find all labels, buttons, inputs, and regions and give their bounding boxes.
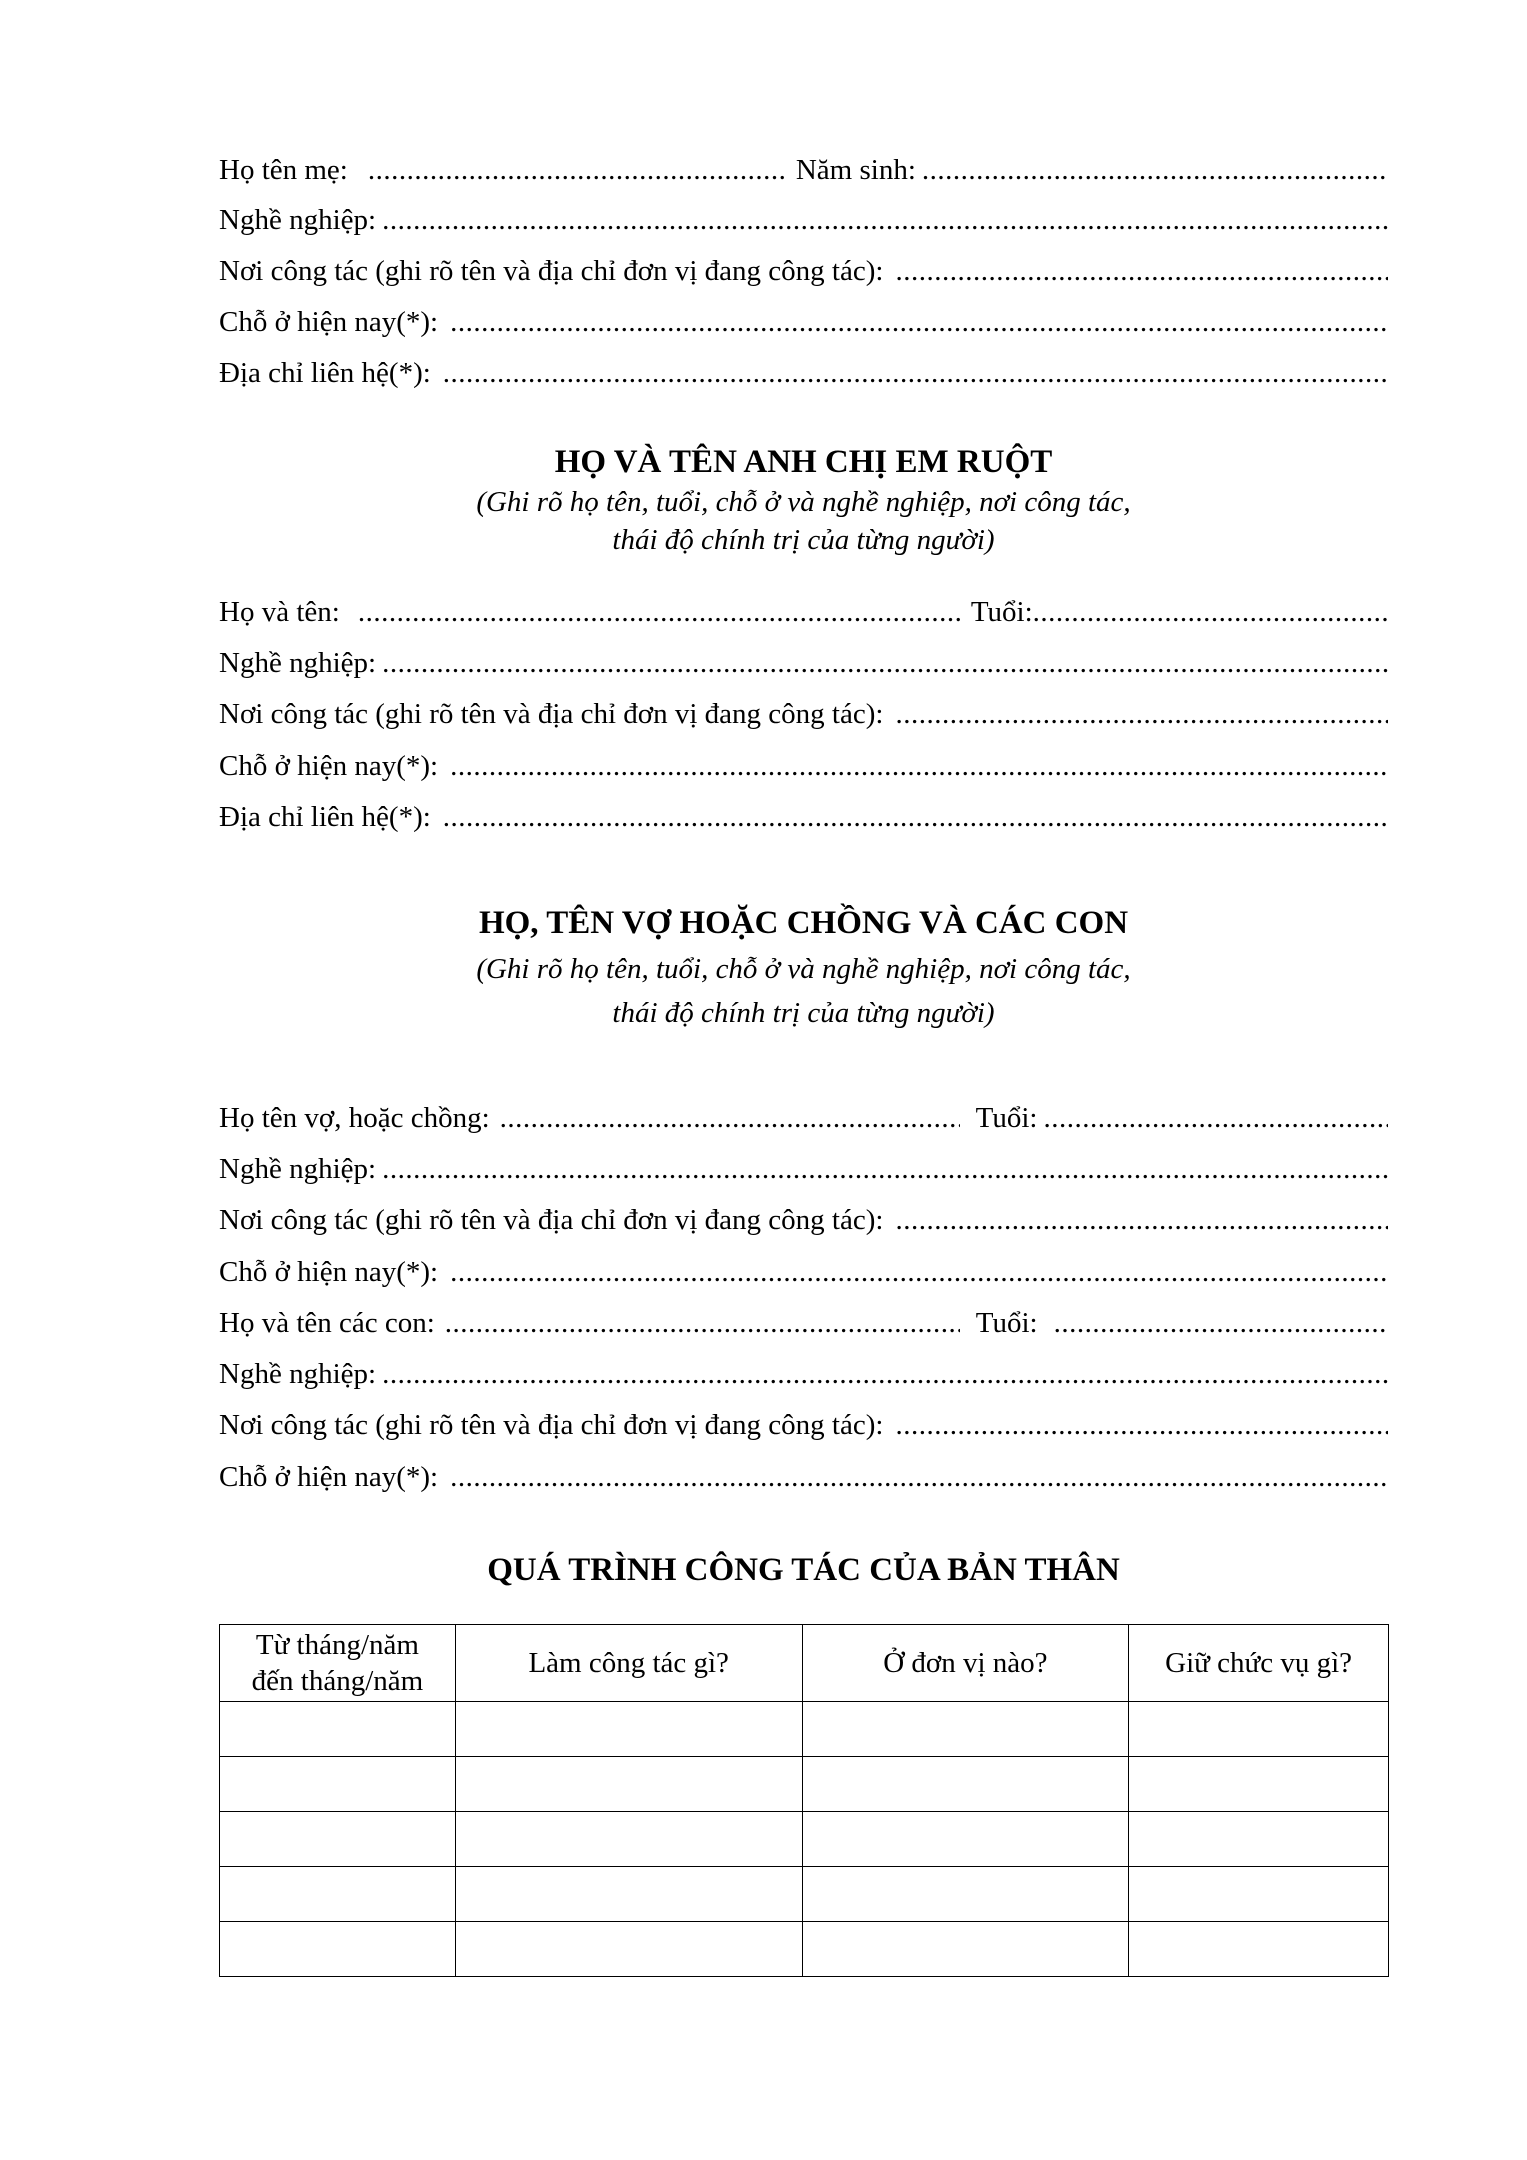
spouse-age-field[interactable] — [1043, 1098, 1388, 1138]
spouse-name-field[interactable] — [500, 1098, 960, 1138]
work-history-header-row — [220, 1625, 1389, 1702]
sibling-workplace-field[interactable] — [895, 694, 1388, 734]
mother-birth-field[interactable] — [922, 150, 1388, 190]
table-cell-unit[interactable] — [802, 1812, 1129, 1867]
children-job-field[interactable] — [382, 1354, 1388, 1394]
table-cell-period[interactable] — [220, 1812, 456, 1867]
children-job-line — [219, 1354, 1388, 1394]
spouse-children-note-line2: thái độ chính trị của từng người) — [612, 997, 995, 1029]
sibling-job-line — [219, 643, 1388, 683]
table-cell-unit[interactable] — [802, 1757, 1129, 1812]
table-cell-task[interactable] — [455, 1702, 802, 1757]
mother-contact-field[interactable] — [443, 353, 1388, 393]
mother-name-label: Họ tên mẹ: — [219, 154, 348, 186]
table-cell-task[interactable] — [455, 1812, 802, 1867]
mother-job-label: Nghề nghiệp: — [219, 204, 377, 236]
col-header-position: Giữ chức vụ gì? — [1129, 1625, 1389, 1702]
table-cell-period[interactable] — [220, 1702, 456, 1757]
siblings-note-line2: thái độ chính trị của từng người) — [612, 524, 995, 556]
table-cell-position[interactable] — [1129, 1812, 1389, 1867]
sibling-residence-label: Chỗ ở hiện nay(*): — [219, 750, 439, 782]
children-age-label: Tuổi: — [975, 1307, 1038, 1339]
sibling-contact-line — [219, 797, 1388, 837]
spouse-name-line — [219, 1098, 1388, 1138]
spouse-residence-label: Chỗ ở hiện nay(*): — [219, 1256, 439, 1288]
children-job-label: Nghề nghiệp: — [219, 1358, 377, 1390]
table-cell-period[interactable] — [220, 1757, 456, 1812]
spouse-job-label: Nghề nghiệp: — [219, 1153, 377, 1185]
spouse-workplace-line — [219, 1200, 1388, 1240]
mother-job-line — [219, 200, 1388, 240]
mother-name-field[interactable] — [368, 150, 788, 190]
sibling-job-label: Nghề nghiệp: — [219, 647, 377, 679]
siblings-title: HỌ VÀ TÊN ANH CHỊ EM RUỘT — [554, 444, 1053, 480]
mother-residence-line — [219, 302, 1388, 342]
spouse-age-label: Tuổi: — [975, 1102, 1038, 1134]
spouse-job-line — [219, 1149, 1388, 1189]
table-cell-position[interactable] — [1129, 1922, 1389, 1977]
sibling-contact-field[interactable] — [443, 797, 1388, 837]
table-cell-position[interactable] — [1129, 1757, 1389, 1812]
table-cell-period[interactable] — [220, 1922, 456, 1977]
sibling-job-field[interactable] — [382, 643, 1388, 683]
table-row — [220, 1757, 1389, 1812]
table-row — [220, 1702, 1389, 1757]
work-history-title: QUÁ TRÌNH CÔNG TÁC CỦA BẢN THÂN — [487, 1552, 1120, 1588]
children-workplace-field[interactable] — [895, 1405, 1388, 1445]
table-row — [220, 1812, 1389, 1867]
spouse-job-field[interactable] — [382, 1149, 1388, 1189]
spouse-children-title: HỌ, TÊN VỢ HOẶC CHỒNG VÀ CÁC CON — [478, 905, 1129, 941]
sibling-age-field[interactable] — [1033, 592, 1388, 632]
table-cell-unit[interactable] — [802, 1867, 1129, 1922]
table-cell-task[interactable] — [455, 1867, 802, 1922]
sibling-residence-line — [219, 746, 1388, 786]
col-header-period-line2: đến tháng/năm — [251, 1665, 424, 1697]
table-cell-period[interactable] — [220, 1867, 456, 1922]
sibling-contact-label: Địa chỉ liên hệ(*): — [219, 801, 431, 833]
children-age-field[interactable] — [1054, 1303, 1388, 1343]
spouse-children-note-line1: (Ghi rõ họ tên, tuổi, chỗ ở và nghề nghiệp, nơi công tác, — [476, 953, 1131, 985]
children-workplace-line — [219, 1405, 1388, 1445]
spouse-workplace-field[interactable] — [895, 1200, 1388, 1240]
table-cell-position[interactable] — [1129, 1867, 1389, 1922]
sibling-workplace-label: Nơi công tác (ghi rõ tên và địa chỉ đơn vị đang công tác): — [219, 698, 884, 730]
sibling-name-field[interactable] — [358, 592, 963, 632]
table-cell-unit[interactable] — [802, 1922, 1129, 1977]
spouse-residence-line — [219, 1252, 1388, 1292]
sibling-name-line — [219, 592, 1388, 632]
children-name-line — [219, 1303, 1388, 1343]
sibling-residence-field[interactable] — [450, 746, 1388, 786]
spouse-workplace-label: Nơi công tác (ghi rõ tên và địa chỉ đơn vị đang công tác): — [219, 1204, 884, 1236]
col-header-task: Làm công tác gì? — [455, 1625, 802, 1702]
children-residence-field[interactable] — [450, 1457, 1388, 1497]
mother-contact-line — [219, 353, 1388, 393]
mother-contact-label: Địa chỉ liên hệ(*): — [219, 357, 431, 389]
mother-name-line — [219, 150, 1388, 190]
mother-workplace-field[interactable] — [895, 251, 1388, 291]
table-cell-position[interactable] — [1129, 1702, 1389, 1757]
work-history-table — [219, 1624, 1389, 1977]
mother-job-field[interactable] — [382, 200, 1388, 240]
table-cell-task[interactable] — [455, 1922, 802, 1977]
col-header-period-line1: Từ tháng/năm — [255, 1629, 419, 1661]
children-residence-label: Chỗ ở hiện nay(*): — [219, 1461, 439, 1493]
siblings-note-line1: (Ghi rõ họ tên, tuổi, chỗ ở và nghề nghiệp, nơi công tác, — [476, 486, 1131, 518]
spouse-residence-field[interactable] — [450, 1252, 1388, 1292]
sibling-age-label: Tuổi: — [970, 596, 1033, 628]
spouse-name-label: Họ tên vợ, hoặc chồng: — [219, 1102, 490, 1134]
table-cell-task[interactable] — [455, 1757, 802, 1812]
table-cell-unit[interactable] — [802, 1702, 1129, 1757]
mother-residence-label: Chỗ ở hiện nay(*): — [219, 306, 439, 338]
table-row — [220, 1867, 1389, 1922]
col-header-period — [220, 1625, 456, 1702]
col-header-unit: Ở đơn vị nào? — [802, 1625, 1129, 1702]
children-workplace-label: Nơi công tác (ghi rõ tên và địa chỉ đơn vị đang công tác): — [219, 1409, 884, 1441]
sibling-name-label: Họ và tên: — [219, 596, 340, 628]
table-row — [220, 1922, 1389, 1977]
mother-birth-label: Năm sinh: — [795, 154, 916, 186]
children-name-label: Họ và tên các con: — [219, 1307, 435, 1339]
mother-workplace-label: Nơi công tác (ghi rõ tên và địa chỉ đơn vị đang công tác): — [219, 255, 884, 287]
sibling-workplace-line — [219, 694, 1388, 734]
children-name-field[interactable] — [445, 1303, 960, 1343]
mother-workplace-line — [219, 251, 1388, 291]
mother-residence-field[interactable] — [450, 302, 1388, 342]
children-residence-line — [219, 1457, 1388, 1497]
